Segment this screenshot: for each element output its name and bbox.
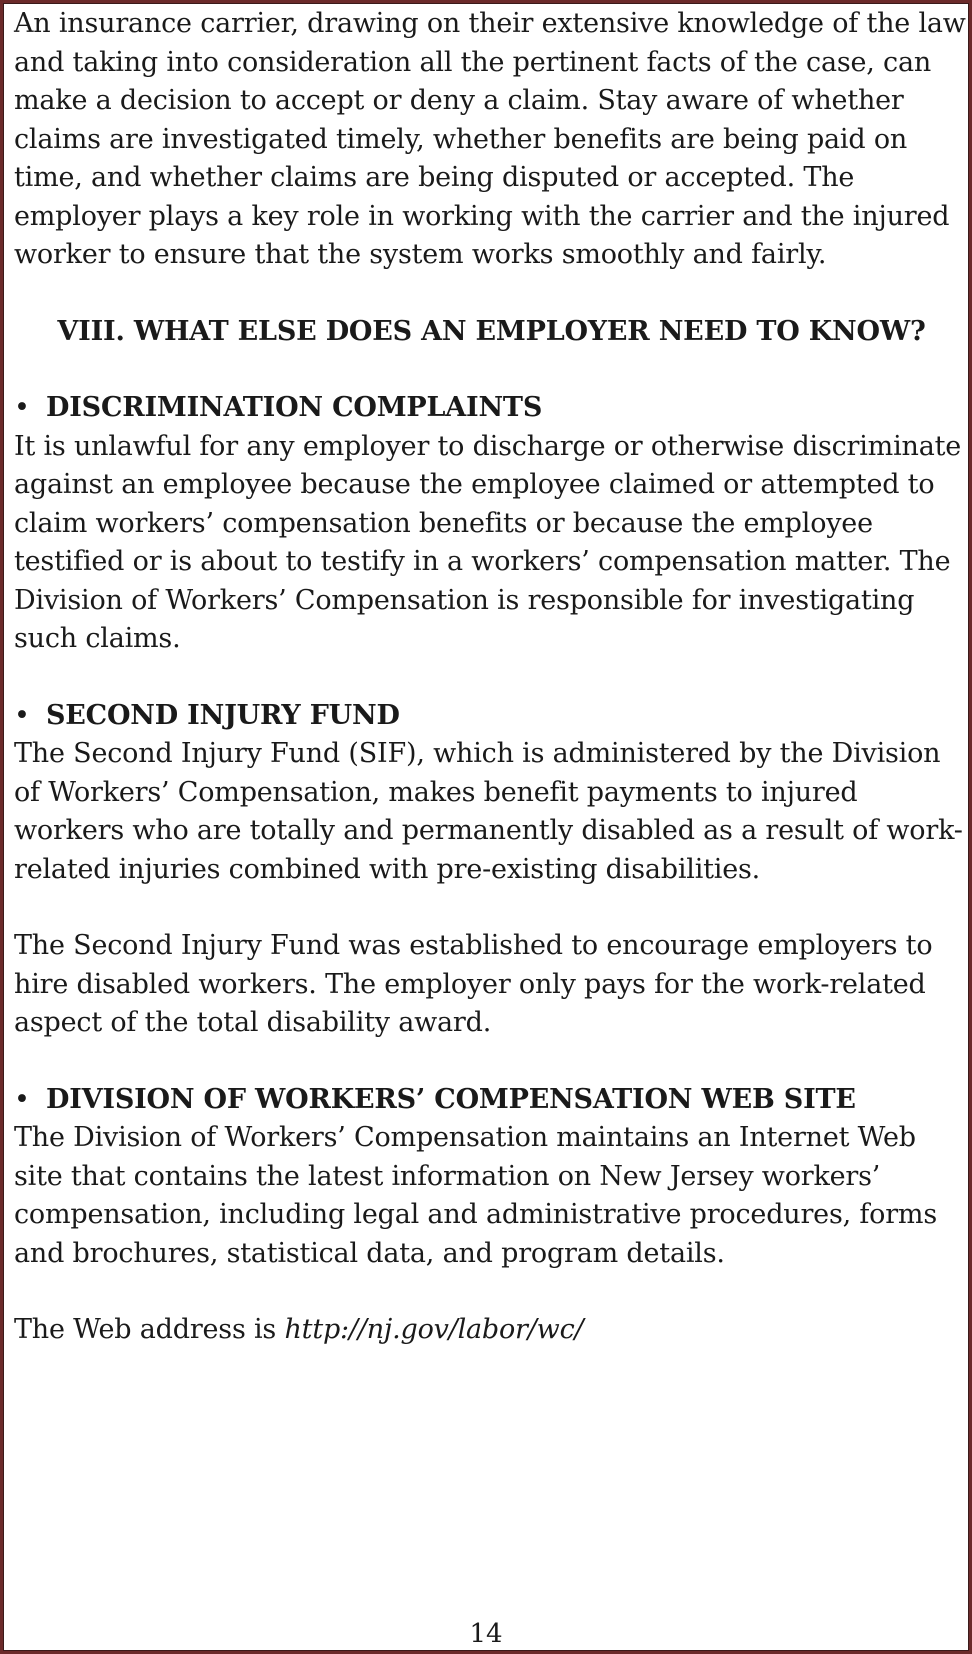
web-address-prefix: The Web address is <box>14 1314 285 1345</box>
bullet-icon: • <box>14 1083 30 1115</box>
section-heading: VIII. WHAT ELSE DOES AN EMPLOYER NEED TO KNOW? <box>57 315 926 347</box>
discrimination-body: It is unlawful for any employer to discharge or otherwise discriminate against an employee because the employee claimed or attempted to claim workers’ compensation benefits or because the employee testified or is about to testify in a workers’ compensation matter. The Division of Workers’ Compensation is responsible for investigating such claims. <box>14 430 962 654</box>
web-address-link[interactable]: http://nj.gov/labor/wc/ <box>284 1314 584 1345</box>
web-site-heading-text: DIVISION OF WORKERS’ COMPENSATION WEB SITE <box>46 1083 856 1115</box>
second-injury-fund-body-2: The Second Injury Fund was established to encourage employers to hire disabled workers. The employer only pays for the work-related aspect of the total disability award. <box>14 930 933 1038</box>
web-site-body: The Division of Workers’ Compensation maintains an Internet Web site that contains the latest information on New Jersey workers’ compensation, including legal and administrative procedures, forms and brochures, statistical data, and program details. <box>14 1122 937 1269</box>
discrimination-heading-text: DISCRIMINATION COMPLAINTS <box>46 392 543 423</box>
second-injury-fund-body-1: The Second Injury Fund (SIF), which is administered by the Division of Workers’ Compensation, makes benefit payments to injured workers who are totally and permanently disabled as a result of work-related injuries combined with pre-existing disabilities. <box>14 738 963 885</box>
web-site-heading <box>14 1081 969 1120</box>
bullet-icon: • <box>14 699 30 731</box>
bullet-icon: • <box>14 392 30 423</box>
page-content <box>14 5 969 1350</box>
page-number: 14 <box>469 1619 503 1649</box>
discrimination-heading <box>14 389 969 428</box>
web-address-line <box>14 1311 969 1350</box>
intro-paragraph: An insurance carrier, drawing on their extensive knowledge of the law and taking into consideration all the pertinent facts of the case, can make a decision to accept or deny a claim. Stay aware of whether claims are investigated timely, whether benefits are being paid on time, and whether claims are being disputed or accepted. The employer plays a key role in working with the carrier and the injured worker to ensure that the system works smoothly and fairly. <box>14 8 966 270</box>
second-injury-fund-heading-text: SECOND INJURY FUND <box>46 699 400 731</box>
second-injury-fund-heading <box>14 697 969 736</box>
